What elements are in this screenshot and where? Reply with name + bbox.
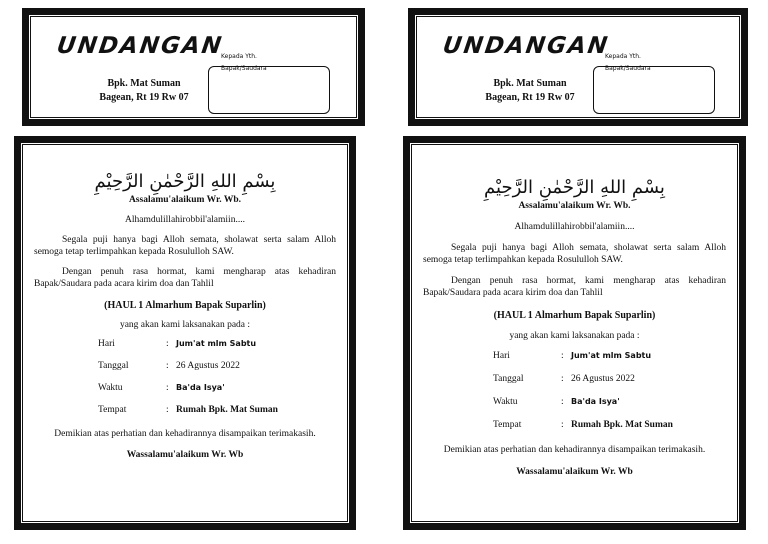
detail-label: Tanggal <box>98 361 129 371</box>
detail-value: 26 Agustus 2022 <box>176 361 240 371</box>
bismillah-calligraphy: بِسْمِ اللهِ الرَّحْمٰنِ الرَّحِيْمِ <box>94 171 276 192</box>
sender-block <box>455 77 605 105</box>
schedule-intro: yang akan kami laksanakan pada : <box>509 331 640 341</box>
event-title: (HAUL 1 Almarhum Bapak Suparlin) <box>493 310 656 321</box>
detail-label: Waktu <box>493 397 518 407</box>
detail-value: 26 Agustus 2022 <box>571 374 635 384</box>
paragraph-invitation: Dengan penuh rasa hormat, kami mengharap atas kehadiran Bapak/Saudara pada acara kirim doa dan Tahlil <box>423 276 726 298</box>
detail-value: Rumah Bpk. Mat Suman <box>571 420 673 430</box>
detail-value: Ba'da Isya' <box>176 383 225 392</box>
detail-place: Tempat : Rumah Bpk. Mat Suman <box>98 405 336 427</box>
invitation-card-left <box>14 136 356 530</box>
detail-label: Tempat <box>493 420 522 430</box>
detail-label: Hari <box>493 351 510 361</box>
details-list <box>98 339 336 427</box>
detail-day: Hari : Jum'at mlm Sabtu <box>98 339 336 361</box>
recipient-address-box <box>593 66 715 114</box>
bismillah-calligraphy: بِسْمِ اللهِ الرَّحْمٰنِ الرَّحِيْمِ <box>484 177 665 198</box>
recipient-title: Kepada Yth. <box>221 53 257 60</box>
detail-value: Jum'at mlm Sabtu <box>176 339 257 348</box>
detail-label: Hari <box>98 339 115 349</box>
detail-time: Waktu : Ba'da Isya' <box>98 383 336 405</box>
detail-day: Hari : Jum'at mlm Sabtu <box>493 351 726 374</box>
event-title: (HAUL 1 Almarhum Bapak Suparlin) <box>104 300 266 311</box>
detail-label: Waktu <box>98 383 123 393</box>
detail-value: Rumah Bpk. Mat Suman <box>176 405 278 415</box>
detail-label: Tanggal <box>493 374 524 384</box>
greeting: Assalamu'alaikum Wr. Wb. <box>128 195 242 205</box>
detail-date: Tanggal : 26 Agustus 2022 <box>98 361 336 383</box>
closing-text: Demikian atas perhatian dan kehadirannya disampaikan terimakasih. <box>443 445 706 455</box>
paragraph-praise: Segala puji hanya bagi Alloh semata, sholawat serta salam Alloh semoga tetap terlimpahkan kepada Rosululloh SAW. <box>34 235 336 257</box>
envelope-right <box>408 8 748 126</box>
farewell: Wassalamu'alaikum Wr. Wb <box>516 467 633 477</box>
envelope-left <box>22 8 365 126</box>
sender-name: Bpk. Mat Suman <box>107 78 181 89</box>
greeting: Assalamu'alaikum Wr. Wb. <box>518 201 631 211</box>
detail-label: Tempat <box>98 405 127 415</box>
detail-value: Ba'da Isya' <box>571 397 620 406</box>
sender-block <box>69 77 219 105</box>
closing-text: Demikian atas perhatian dan kehadirannya disampaikan terimakasih. <box>54 429 316 439</box>
hamdalah: Alhamdulillahirobbil'alamiin.... <box>514 222 635 232</box>
sender-address: Bagean, Rt 19 Rw 07 <box>99 92 189 103</box>
detail-time: Waktu : Ba'da Isya' <box>493 397 726 420</box>
recipient-salutation: Bapak/Saudara <box>605 65 651 72</box>
recipient-salutation: Bapak/Saudara <box>221 65 267 72</box>
details-list <box>493 351 726 443</box>
farewell: Wassalamu'alaikum Wr. Wb <box>126 450 244 460</box>
recipient-title: Kepada Yth. <box>605 53 641 60</box>
paragraph-invitation: Dengan penuh rasa hormat, kami mengharap atas kehadiran Bapak/Saudara pada acara kirim doa dan Tahlil <box>34 267 336 289</box>
sender-address: Bagean, Rt 19 Rw 07 <box>485 92 575 103</box>
recipient-address-box <box>208 66 330 114</box>
invitation-card-right <box>403 136 746 530</box>
detail-place: Tempat : Rumah Bpk. Mat Suman <box>493 420 726 443</box>
envelope-title: UNDANGAN <box>55 33 225 59</box>
detail-value: Jum'at mlm Sabtu <box>571 351 652 360</box>
schedule-intro: yang akan kami laksanakan pada : <box>119 320 251 330</box>
envelope-title: UNDANGAN <box>441 33 611 59</box>
paragraph-praise: Segala puji hanya bagi Alloh semata, sholawat serta salam Alloh semoga tetap terlimpahkan kepada Rosululloh SAW. <box>423 243 726 265</box>
sender-name: Bpk. Mat Suman <box>493 78 567 89</box>
hamdalah: Alhamdulillahirobbil'alamiin.... <box>125 215 245 225</box>
detail-date: Tanggal : 26 Agustus 2022 <box>493 374 726 397</box>
